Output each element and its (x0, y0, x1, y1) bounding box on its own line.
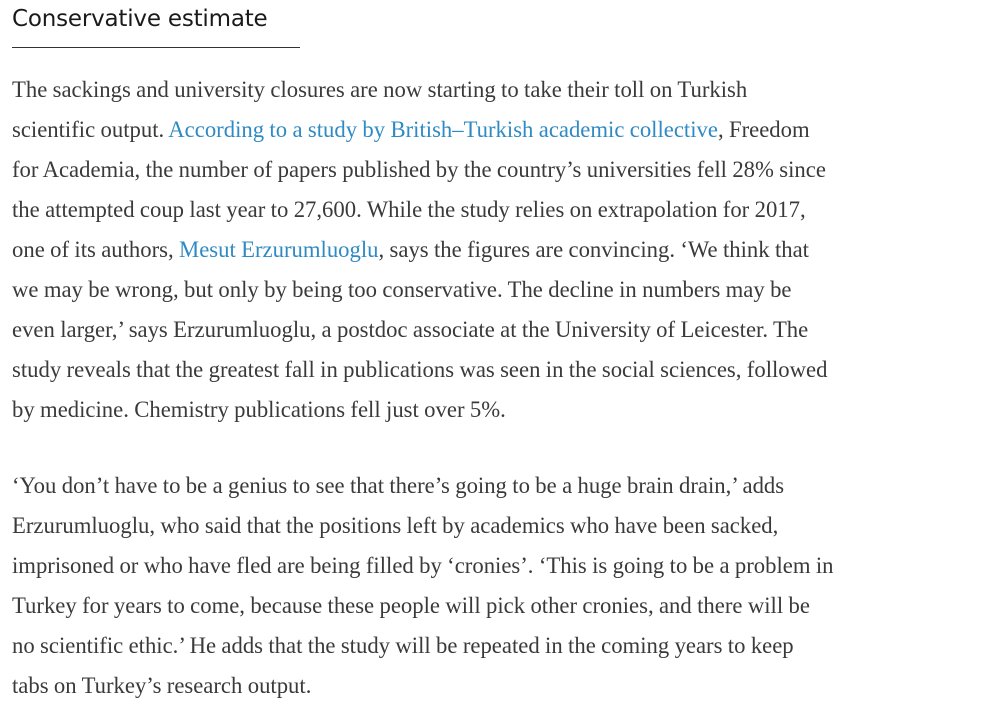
paragraph-1-line-2-text: scientific output. (12, 117, 169, 142)
heading-underline (12, 47, 300, 48)
paragraph-2 (12, 466, 834, 706)
paragraph-1-line-9: by medicine. Chemistry publications fell just over 5%. (12, 397, 506, 422)
study-link[interactable]: According to a study by British–Turkish academic collective (168, 117, 718, 142)
paragraph-1-line-4: the attempted coup last year to 27,600. While the study relies on extrapolation for 2017, (12, 197, 806, 222)
paragraph-2-line-6: tabs on Turkey’s research output. (12, 673, 312, 698)
paragraph-1-line-6: we may be wrong, but only by being too conservative. The decline in numbers may be (12, 277, 792, 302)
paragraph-2-line-5: no scientific ethic.’ He adds that the study will be repeated in the coming years to keep (12, 633, 794, 658)
paragraph-1-line-8: study reveals that the greatest fall in publications was seen in the social sciences, followed (12, 357, 828, 382)
article (12, 0, 984, 698)
paragraph-1-line-2 (12, 110, 827, 150)
section-heading: Conservative estimate (12, 6, 268, 32)
paragraph-1-line-3: for Academia, the number of papers published by the country’s universities fell 28% since (12, 157, 826, 182)
paragraph-1-line-7: even larger,’ says Erzurumluoglu, a postdoc associate at the University of Leicester. The (12, 317, 809, 342)
paragraph-1-line-2-text-end: , Freedom (717, 117, 810, 142)
paragraph-2-line-4: Turkey for years to come, because these people will pick other cronies, and there will be (12, 593, 810, 618)
paragraph-1 (12, 70, 827, 430)
paragraph-1-line-5 (12, 230, 827, 270)
paragraph-1-line-5-text-end: , says the figures are convincing. ‘We think that (378, 237, 809, 262)
paragraph-1-line-5-text: one of its authors, (12, 237, 180, 262)
paragraph-1-line-1: The sackings and university closures are now starting to take their toll on Turkish (12, 77, 748, 102)
paragraph-2-line-3: imprisoned or who have fled are being filled by ‘cronies’. ‘This is going to be a problem in (12, 553, 834, 578)
paragraph-2-line-1: ‘You don’t have to be a genius to see that there’s going to be a huge brain drain,’ adds (12, 473, 785, 498)
author-link[interactable]: Mesut Erzurumluoglu (179, 237, 379, 262)
paragraph-2-line-2: Erzurumluoglu, who said that the positions left by academics who have been sacked, (12, 513, 779, 538)
